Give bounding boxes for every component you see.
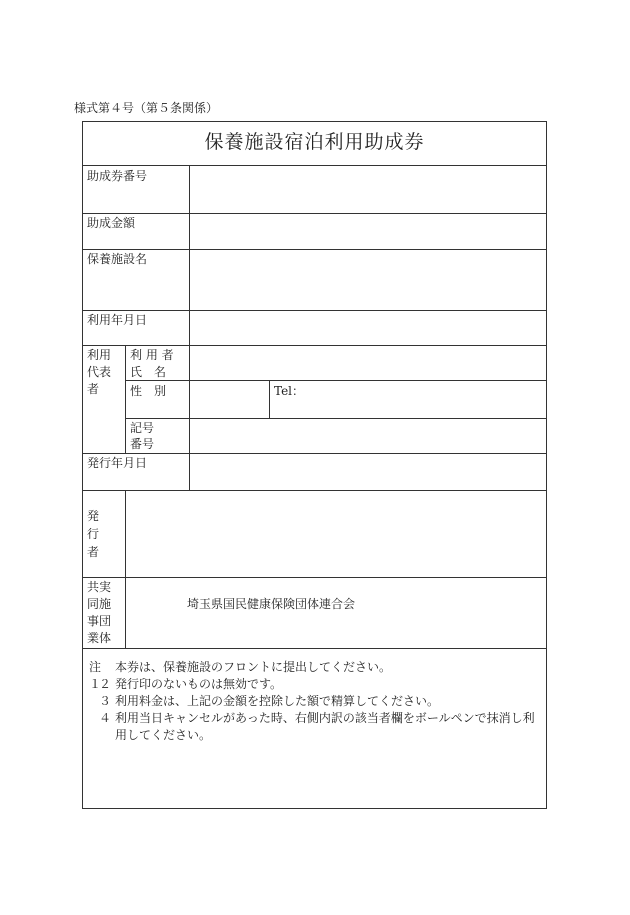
implementer-label-line2: 同施 bbox=[87, 597, 112, 611]
notes-section bbox=[89, 659, 544, 744]
note-number: 注１ bbox=[89, 660, 102, 691]
note-item bbox=[89, 676, 544, 693]
divider bbox=[83, 648, 546, 649]
note-number: ２ bbox=[98, 677, 111, 691]
issuer-label-line3: 者 bbox=[87, 545, 100, 559]
voucher-form bbox=[82, 121, 547, 809]
user-name-label-line1: 利 用 者 bbox=[130, 348, 174, 362]
note-text: 発行印のないものは無効です。 bbox=[115, 677, 283, 691]
issuer-label-line2: 行 bbox=[87, 527, 100, 541]
implementer-label-line1: 共実 bbox=[87, 580, 112, 594]
implementer-name: 埼玉県国民健康保険団体連合会 bbox=[187, 597, 356, 611]
divider bbox=[83, 453, 546, 454]
usage-date-label: 利用年月日 bbox=[87, 313, 148, 327]
divider bbox=[125, 345, 126, 453]
symbol-number-label-line2: 番号 bbox=[130, 437, 155, 451]
user-name-label-line2: 氏 名 bbox=[130, 365, 167, 379]
gender-label: 性 別 bbox=[130, 384, 167, 398]
divider bbox=[83, 490, 546, 491]
divider bbox=[83, 249, 546, 250]
divider bbox=[83, 165, 546, 166]
symbol-number-label-line1: 記号 bbox=[130, 421, 155, 435]
form-number-label: 様式第４号（第５条関係） bbox=[74, 101, 219, 115]
divider bbox=[269, 380, 270, 418]
note-item bbox=[89, 693, 544, 710]
divider bbox=[83, 577, 546, 578]
tel-label: Tel： bbox=[274, 384, 305, 398]
issuer-label-line1: 発 bbox=[87, 509, 100, 523]
divider bbox=[83, 310, 546, 311]
representative-label-line1: 利用 bbox=[87, 348, 112, 362]
note-item bbox=[89, 710, 544, 744]
form-title: 保養施設宿泊利用助成券 bbox=[204, 131, 425, 153]
note-text: 利用当日キャンセルがあった時、右側内訳の該当者欄をボールペンで抹消し利用してください。 bbox=[115, 711, 535, 742]
divider bbox=[83, 213, 546, 214]
representative-label-line2: 代表 bbox=[87, 365, 112, 379]
issue-date-label: 発行年月日 bbox=[87, 456, 148, 470]
facility-name-label: 保養施設名 bbox=[87, 252, 148, 266]
note-text: 利用料金は、上記の金額を控除した額で精算してください。 bbox=[115, 694, 440, 708]
note-text: 本券は、保養施設のフロントに提出してください。 bbox=[115, 660, 392, 674]
note-number: ４ bbox=[98, 711, 111, 725]
representative-label-line3: 者 bbox=[87, 382, 100, 396]
divider bbox=[189, 165, 190, 490]
implementer-label-line3: 事団 bbox=[87, 614, 112, 628]
subsidy-amount-label: 助成金額 bbox=[87, 216, 136, 230]
divider bbox=[83, 345, 546, 346]
note-number: ３ bbox=[98, 694, 111, 708]
voucher-number-label: 助成券番号 bbox=[87, 169, 148, 183]
implementer-label-line4: 業体 bbox=[87, 631, 112, 645]
divider bbox=[125, 490, 126, 648]
